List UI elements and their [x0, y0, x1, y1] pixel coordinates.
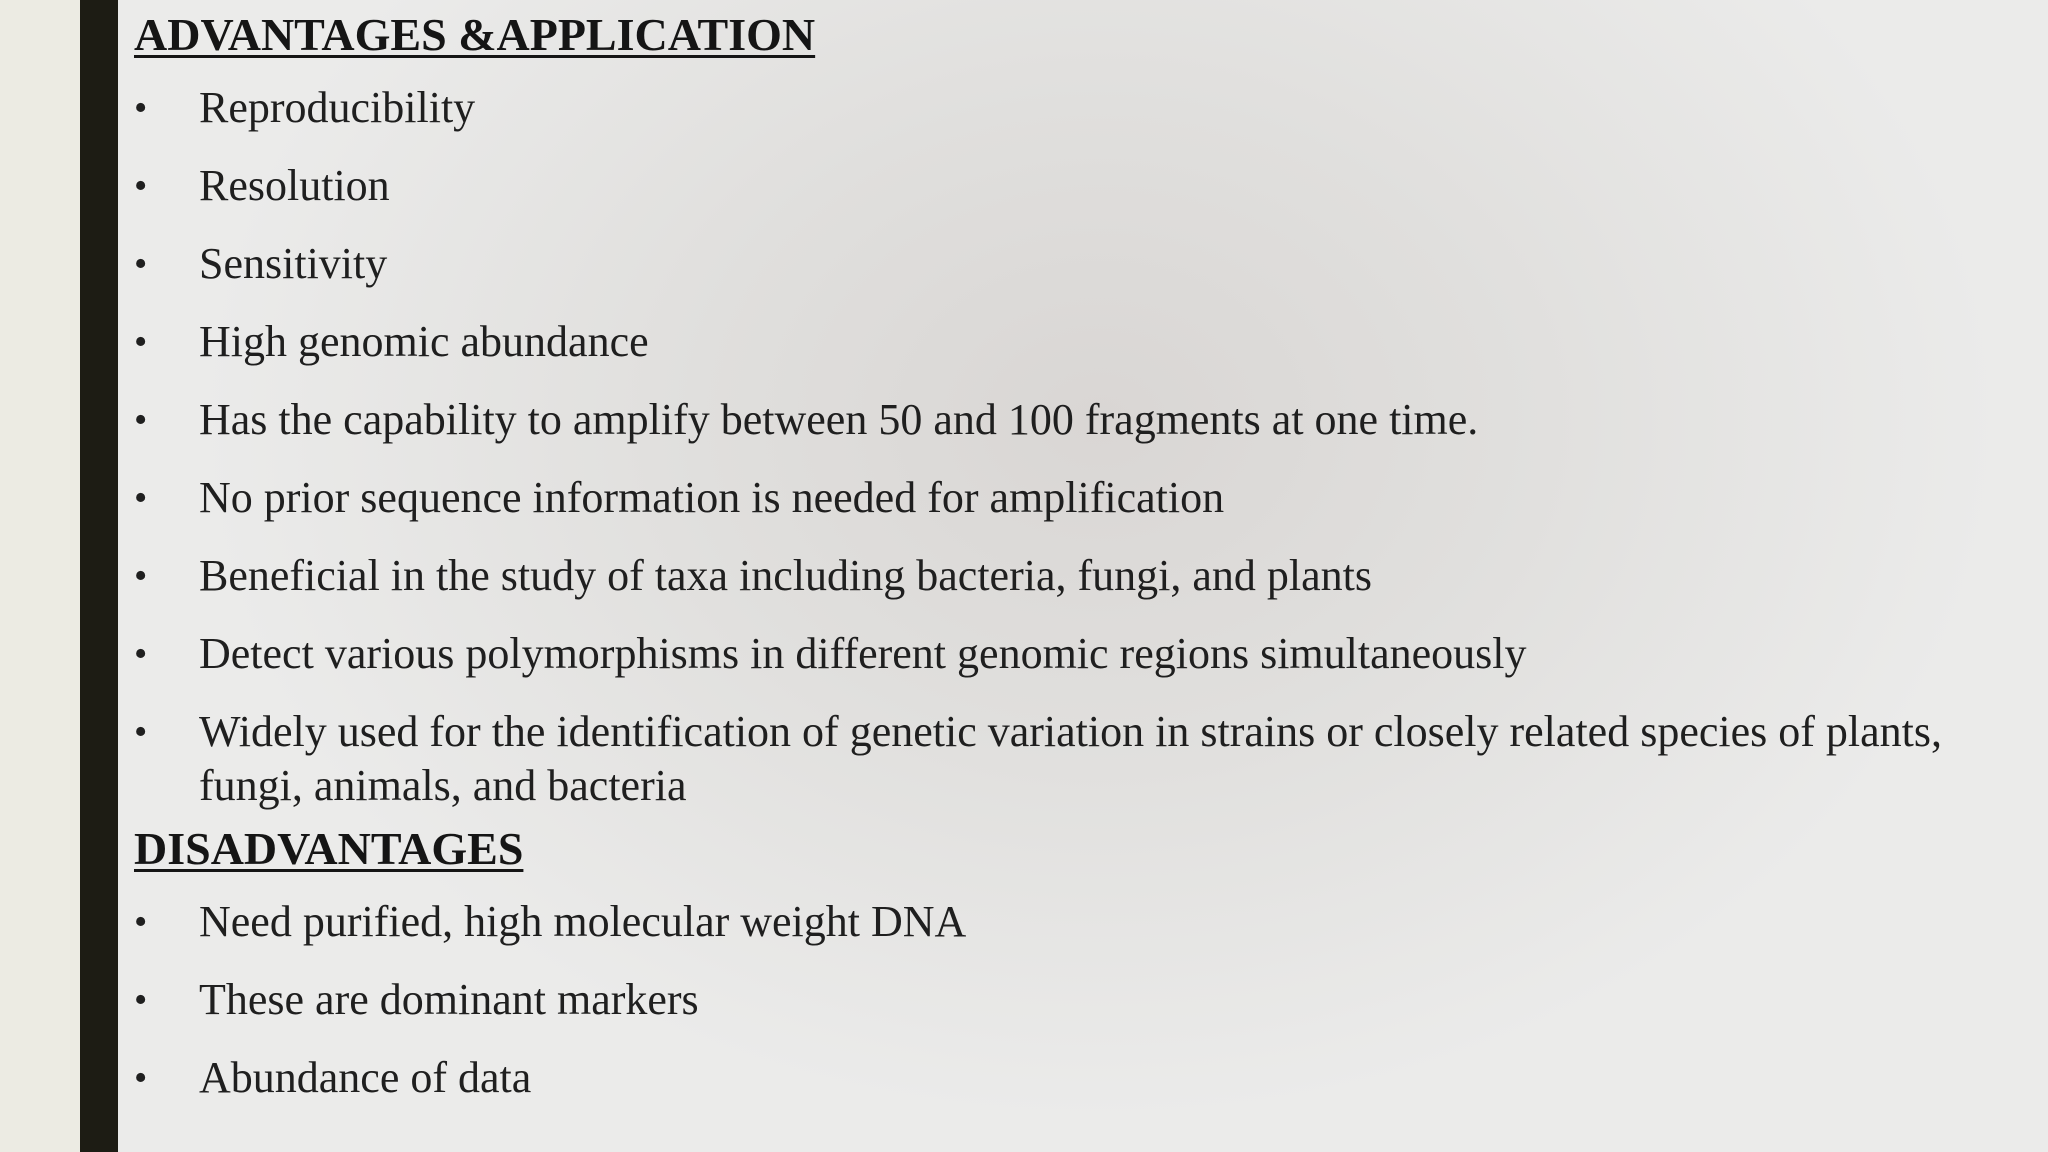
disadvantages-heading: DISADVANTAGES [134, 823, 524, 874]
list-item-text: Beneficial in the study of taxa including bacteria, fungi, and plants [199, 551, 1372, 600]
bullet-icon: • [134, 399, 148, 441]
list-item-text: Reproducibility [199, 83, 476, 132]
bullet-icon: • [134, 321, 148, 363]
bullet-icon: • [134, 165, 148, 207]
list-item-text: Sensitivity [199, 239, 388, 288]
bullet-icon: • [134, 555, 148, 597]
list-item-text: Widely used for the identification of genetic variation in strains or closely related species of plants, fungi, animals, and bacteria [199, 707, 1943, 810]
list-item-text: Resolution [199, 161, 390, 210]
list-item [134, 1051, 2014, 1105]
list-item-text: These are dominant markers [199, 975, 699, 1024]
slide-content [134, 0, 2014, 1105]
left-margin [0, 0, 80, 1152]
bullet-icon: • [134, 901, 148, 943]
bullet-icon: • [134, 1057, 148, 1099]
bullet-icon: • [134, 979, 148, 1021]
disadvantages-list [134, 895, 2014, 1105]
list-item [134, 159, 2014, 213]
list-item [134, 393, 2014, 447]
list-item [134, 471, 2014, 525]
bullet-icon: • [134, 87, 148, 129]
advantages-heading: ADVANTAGES &APPLICATION [134, 9, 816, 60]
list-item [134, 237, 2014, 291]
bullet-icon: • [134, 633, 148, 675]
list-item [134, 549, 2014, 603]
list-item [134, 895, 2014, 949]
bullet-icon: • [134, 711, 148, 753]
list-item [134, 627, 2014, 681]
list-item-text: Detect various polymorphisms in different genomic regions simultaneously [199, 629, 1527, 678]
list-item [134, 973, 2014, 1027]
list-item-text: Need purified, high molecular weight DNA [199, 897, 967, 946]
advantages-list [134, 81, 2014, 813]
list-item-text: Has the capability to amplify between 50 and 100 fragments at one time. [199, 395, 1479, 444]
bullet-icon: • [134, 243, 148, 285]
list-item [134, 705, 2014, 813]
bullet-icon: • [134, 477, 148, 519]
list-item-text: Abundance of data [199, 1053, 532, 1102]
list-item [134, 315, 2014, 369]
list-item-text: High genomic abundance [199, 317, 649, 366]
list-item [134, 81, 2014, 135]
list-item-text: No prior sequence information is needed for amplification [199, 473, 1225, 522]
accent-bar [80, 0, 118, 1152]
